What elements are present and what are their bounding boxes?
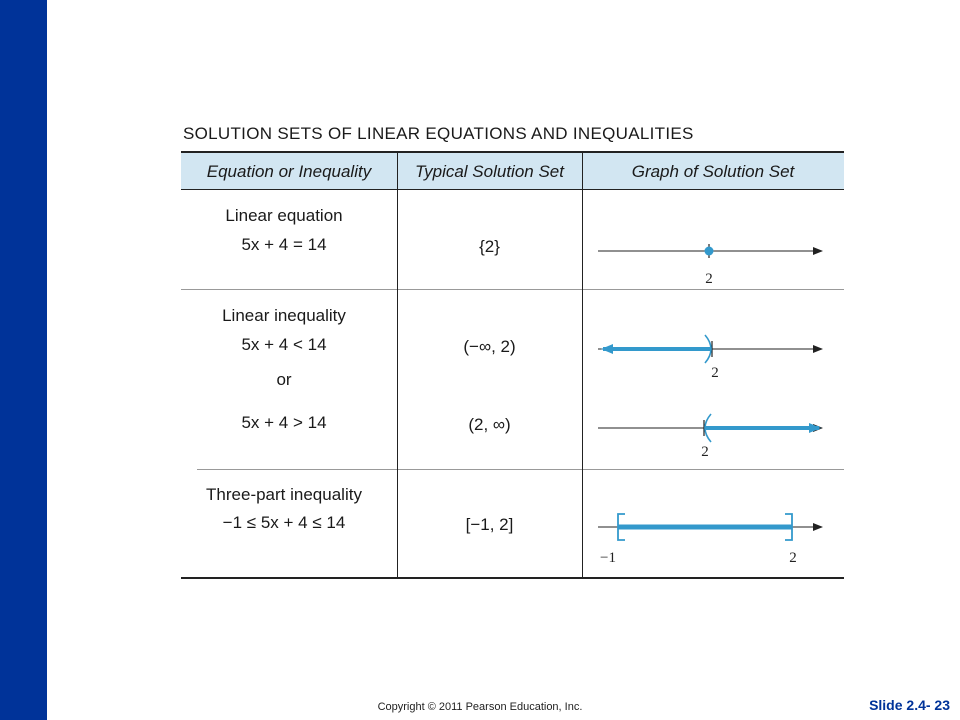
tick-label-minus-1: −1 <box>600 550 616 566</box>
header-graph: Graph of Solution Set <box>631 162 795 181</box>
row2-solution-set-gt: (2, ∞) <box>468 415 511 434</box>
solution-point <box>705 247 714 256</box>
row2-inequality-lt: 5x + 4 < 14 <box>241 335 327 354</box>
solution-sets-table <box>181 151 844 578</box>
row2-label: Linear inequality <box>222 306 346 325</box>
row2-or: or <box>276 370 292 389</box>
tick-label-2: 2 <box>789 550 797 566</box>
solution-graphs <box>181 151 844 578</box>
slide-number: Slide 2.4- 23 <box>869 697 950 713</box>
row3-solution-set: [−1, 2] <box>465 515 514 534</box>
side-accent-bar <box>0 0 47 720</box>
row3-inequality: −1 ≤ 5x + 4 ≤ 14 <box>222 513 346 532</box>
table-title: SOLUTION SETS OF LINEAR EQUATIONS AND INEQUALITIES <box>183 124 694 143</box>
graph-less-than-2 <box>598 335 822 381</box>
tick-label-2: 2 <box>701 444 709 460</box>
header-solution-set: Typical Solution Set <box>415 162 564 181</box>
row3-label: Three-part inequality <box>206 485 362 504</box>
graph-point-2 <box>598 244 822 287</box>
row2-inequality-gt: 5x + 4 > 14 <box>241 413 327 432</box>
graph-closed-interval <box>598 514 822 566</box>
tick-label-2: 2 <box>705 271 713 287</box>
graph-greater-than-2 <box>598 414 822 460</box>
row1-equation: 5x + 4 = 14 <box>241 235 327 254</box>
row1-label: Linear equation <box>225 206 343 225</box>
tick-label-2: 2 <box>711 365 719 381</box>
row2-solution-set-lt: (−∞, 2) <box>463 337 516 356</box>
row1-solution-set: {2} <box>479 237 500 256</box>
copyright-notice: Copyright © 2011 Pearson Education, Inc. <box>377 701 583 713</box>
header-equation: Equation or Inequality <box>206 162 372 181</box>
